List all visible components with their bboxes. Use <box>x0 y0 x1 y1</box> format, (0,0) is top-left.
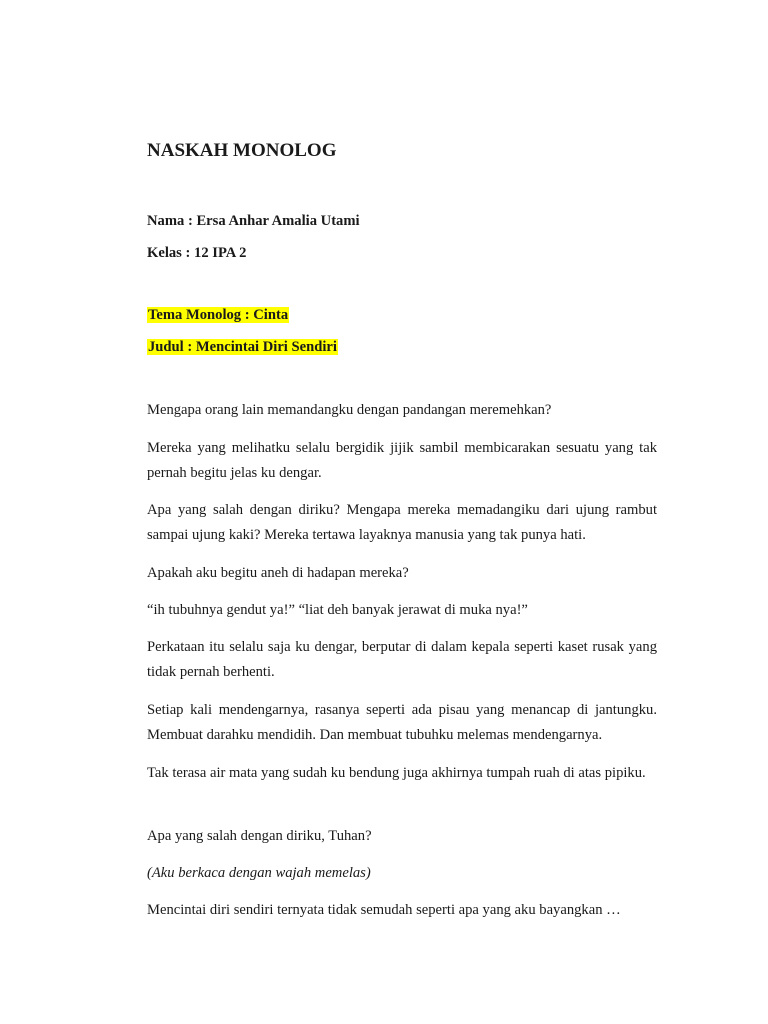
paragraph: Perkataan itu selalu saja ku dengar, berputar di dalam kepala seperti kaset rusak yang tidak pernah berhenti. <box>147 639 657 680</box>
paragraph: Apa yang salah dengan diriku? Mengapa mereka memadangiku dari ujung rambut sampai ujung kaki? Mereka tertawa layaknya manusia yang tak punya hati. <box>147 502 657 543</box>
paragraph: Tak terasa air mata yang sudah ku bendung juga akhirnya tumpah ruah di atas pipiku. <box>147 765 646 781</box>
monolog-heading-text: Judul : Mencintai Diri Sendiri <box>148 339 337 355</box>
monolog-heading <box>147 335 338 360</box>
paragraph: Mereka yang melihatku selalu bergidik jijik sambil membicarakan sesuatu yang tak pernah begitu jelas ku dengar. <box>147 440 657 481</box>
monolog-theme-text: Tema Monolog : Cinta <box>148 307 289 323</box>
stage-direction: (Aku berkaca dengan wajah memelas) <box>147 865 371 881</box>
paragraph: Mencintai diri sendiri ternyata tidak semudah seperti apa yang aku bayangkan … <box>147 902 621 918</box>
monolog-theme <box>147 303 289 328</box>
paragraph: Setiap kali mendengarnya, rasanya seperti ada pisau yang menancap di jantungku. Membuat darahku mendidih. Dan membuat tubuhku melemas mendengarnya. <box>147 702 657 743</box>
student-class: Kelas : 12 IPA 2 <box>147 245 247 261</box>
document-title: NASKAH MONOLOG <box>147 140 337 161</box>
quoted-insults: “ih tubuhnya gendut ya!” “liat deh banyak jerawat di muka nya!” <box>147 602 528 618</box>
paragraph: Apa yang salah dengan diriku, Tuhan? <box>147 828 372 844</box>
paragraph: Mengapa orang lain memandangku dengan pandangan meremehkan? <box>147 402 552 418</box>
student-name: Nama : Ersa Anhar Amalia Utami <box>147 213 360 229</box>
paragraph: Apakah aku begitu aneh di hadapan mereka? <box>147 565 409 581</box>
